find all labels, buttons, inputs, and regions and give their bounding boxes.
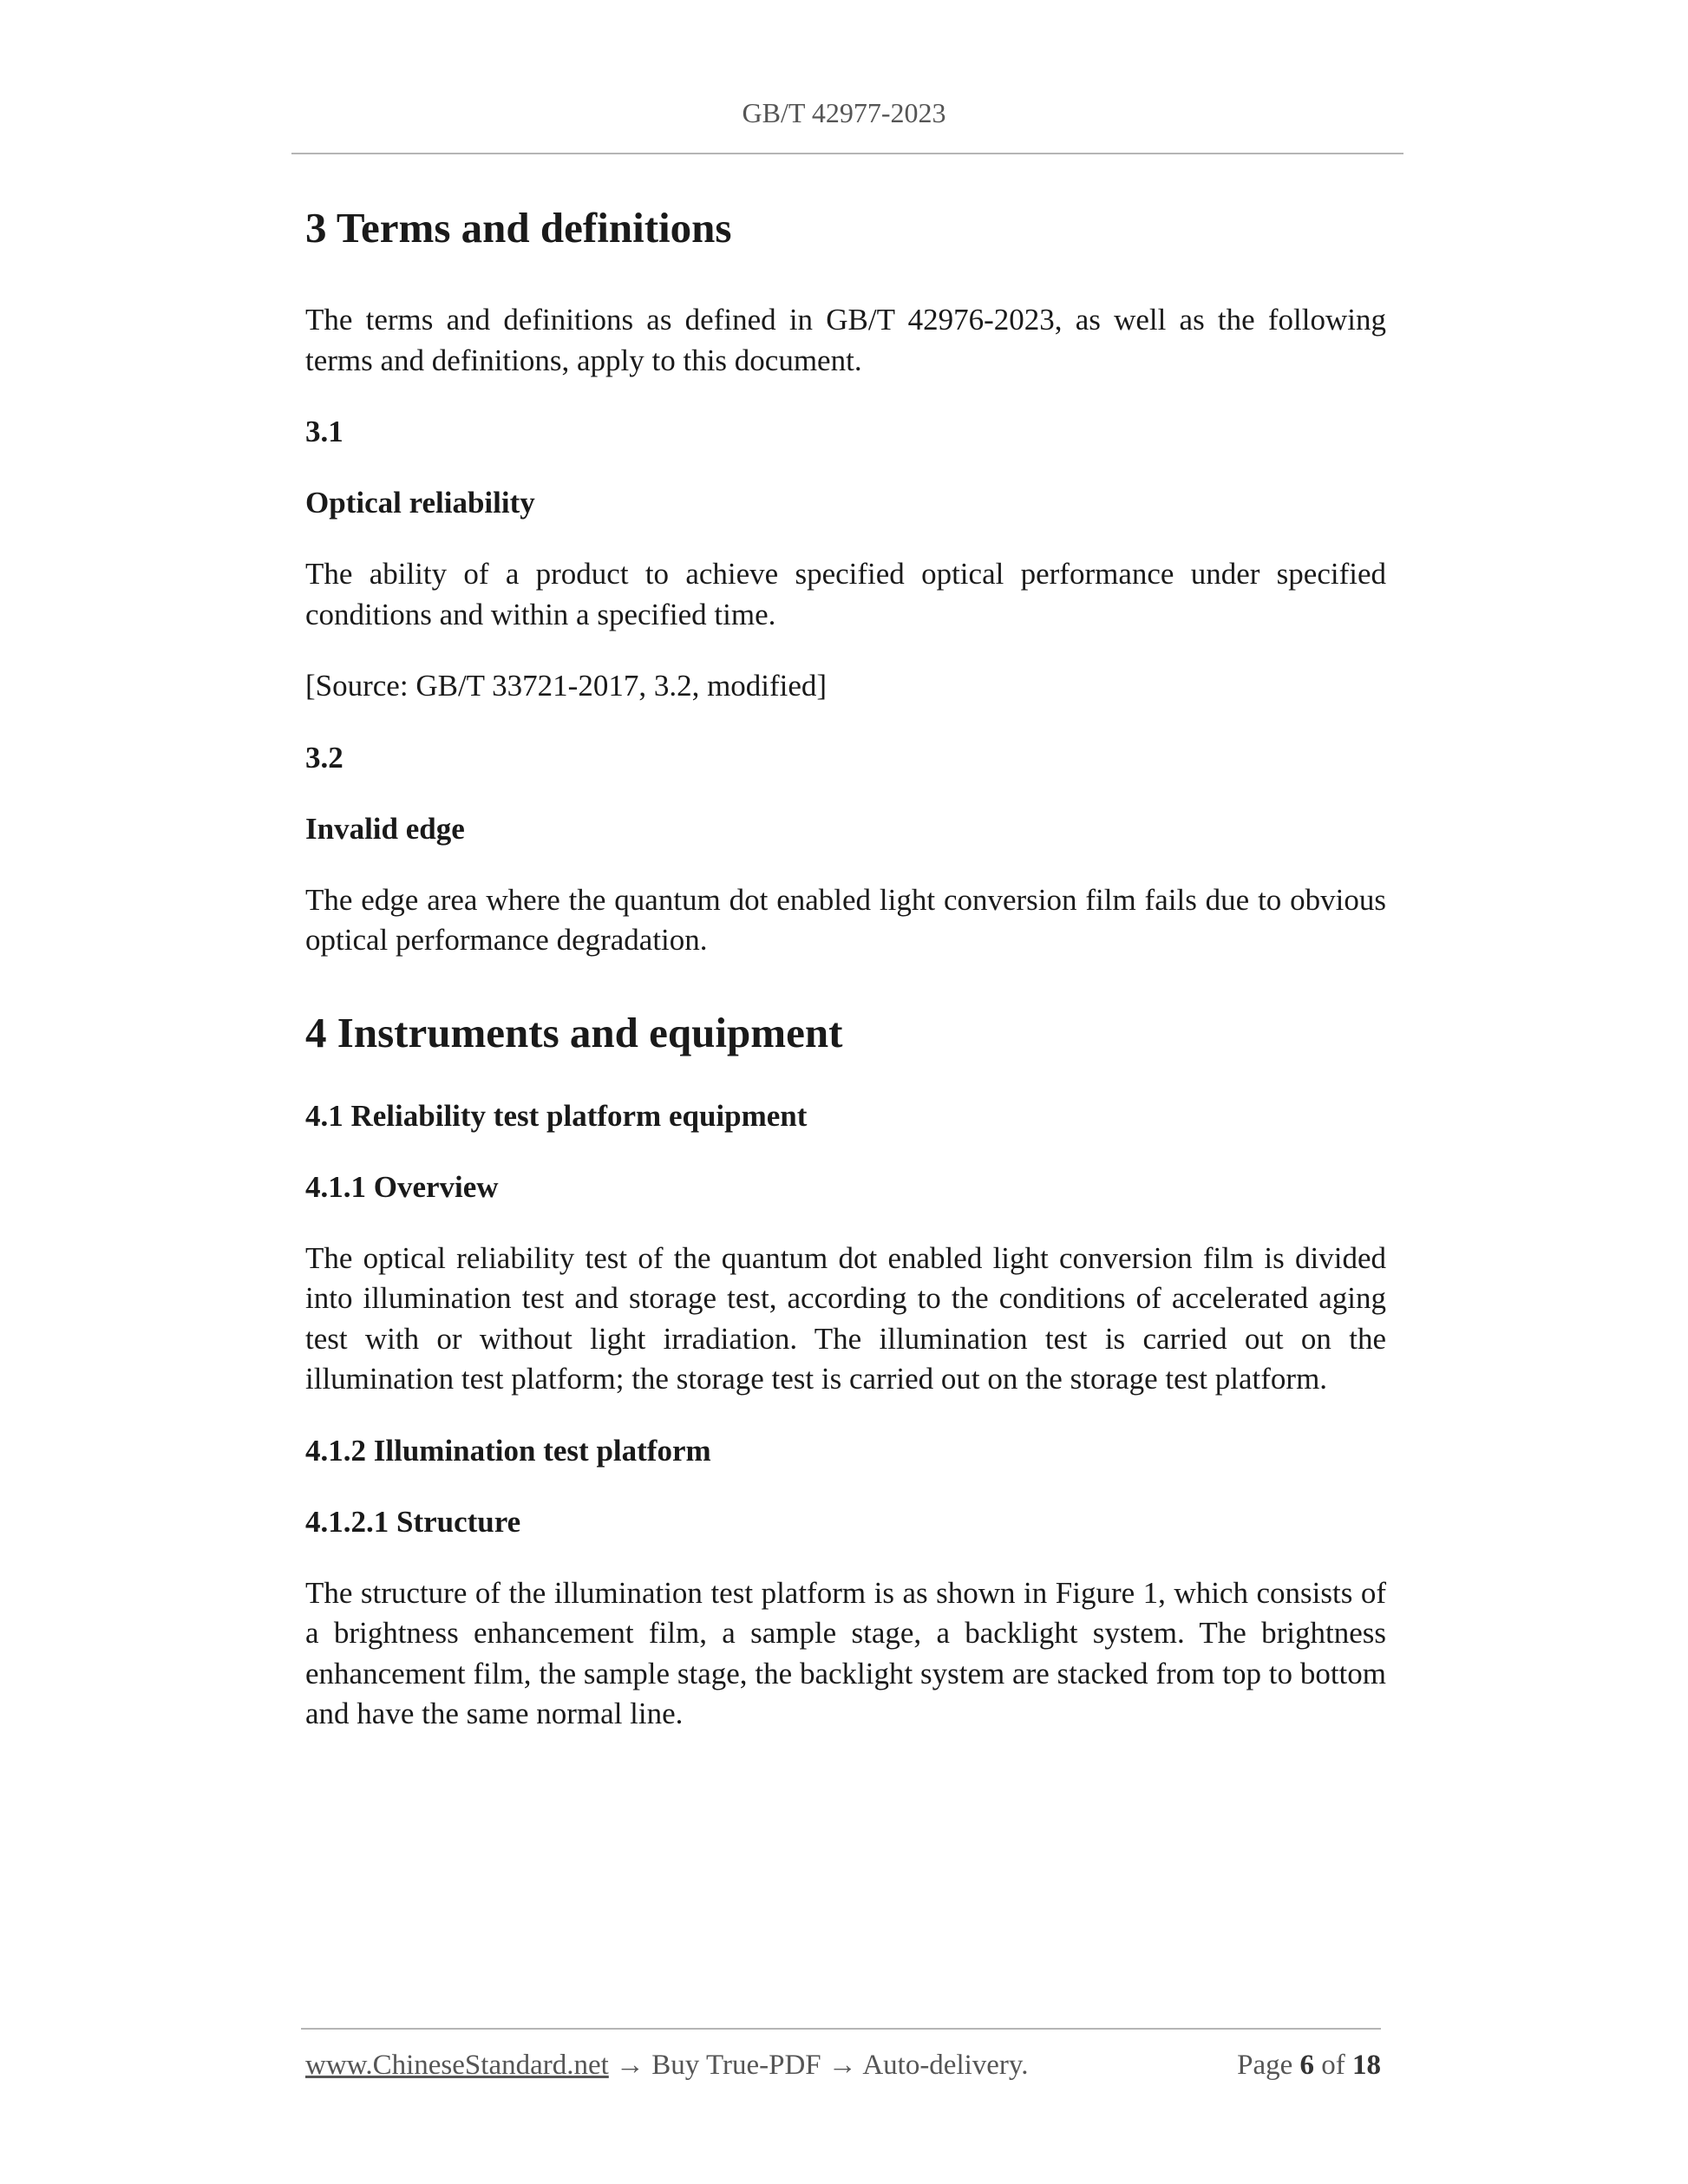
page-current: 6 — [1299, 2050, 1314, 2081]
section-3-intro: The terms and definitions as defined in GB/T 42976-2023, as well as the following terms and definitions, apply to this document. — [305, 303, 1386, 377]
page-of-label: of — [1321, 2050, 1345, 2081]
section-4-heading: 4 Instruments and equipment — [305, 1008, 843, 1056]
page-header-doc-id: GB/T 42977-2023 — [742, 97, 946, 128]
subsection-4-1-2-heading: 4.1.2 Illumination test platform — [305, 1433, 711, 1468]
subsection-4-1-2-1-heading: 4.1.2.1 Structure — [305, 1504, 521, 1539]
page-footer — [305, 2050, 1381, 2089]
auto-delivery-text: Auto-delivery. — [862, 2050, 1029, 2081]
subsection-4-1-1-paragraph: The optical reliability test of the quantum dot enabled light conversion film is divided into illumination test and storage test, according to the conditions of accelerated aging test with or without light irradiation. The illumination test is carried out on the illumination test platform; the storage test is carried out on the storage test platform. — [305, 1240, 1386, 1396]
document-body — [305, 199, 1386, 1735]
term-3-2-name: Invalid edge — [305, 811, 465, 846]
term-3-1-name: Optical reliability — [305, 486, 535, 520]
subsection-4-1-1-heading: 4.1.1 Overview — [305, 1169, 499, 1204]
chinesestandard-link[interactable]: www.ChineseStandard.net — [305, 2050, 609, 2081]
term-3-1-number: 3.1 — [305, 415, 343, 448]
page-label: Page — [1237, 2050, 1293, 2081]
buy-true-pdf-text: Buy True-PDF — [651, 2050, 821, 2081]
subsection-4-1-2-1-paragraph: The structure of the illumination test platform is as shown in Figure 1, which consists of a brightness enhancement film, a sample stage, a backlight system. The brightness enhancement film, the sample stage, the backlight system are stacked from top to bottom and have the same normal line. — [305, 1575, 1386, 1730]
section-3-heading: 3 Terms and definitions — [305, 204, 732, 252]
arrow-right-icon: → — [828, 2050, 857, 2081]
page-number — [1237, 2050, 1381, 2082]
term-3-2-definition: The edge area where the quantum dot enabled light conversion film fails due to obvious optical performance degradation. — [305, 882, 1386, 957]
page-total: 18 — [1352, 2050, 1381, 2081]
term-3-2-number: 3.2 — [305, 740, 343, 775]
term-3-1-definition: The ability of a product to achieve specified optical performance under specified conditions and within a specified time. — [305, 557, 1386, 631]
footer-divider — [301, 2028, 1381, 2030]
subsection-4-1-heading: 4.1 Reliability test platform equipment — [305, 1098, 808, 1133]
arrow-right-icon: → — [616, 2050, 645, 2081]
footer-promo — [305, 2050, 1029, 2082]
term-3-1-source: [Source: GB/T 33721-2017, 3.2, modified] — [305, 669, 828, 703]
header-divider — [291, 153, 1403, 154]
